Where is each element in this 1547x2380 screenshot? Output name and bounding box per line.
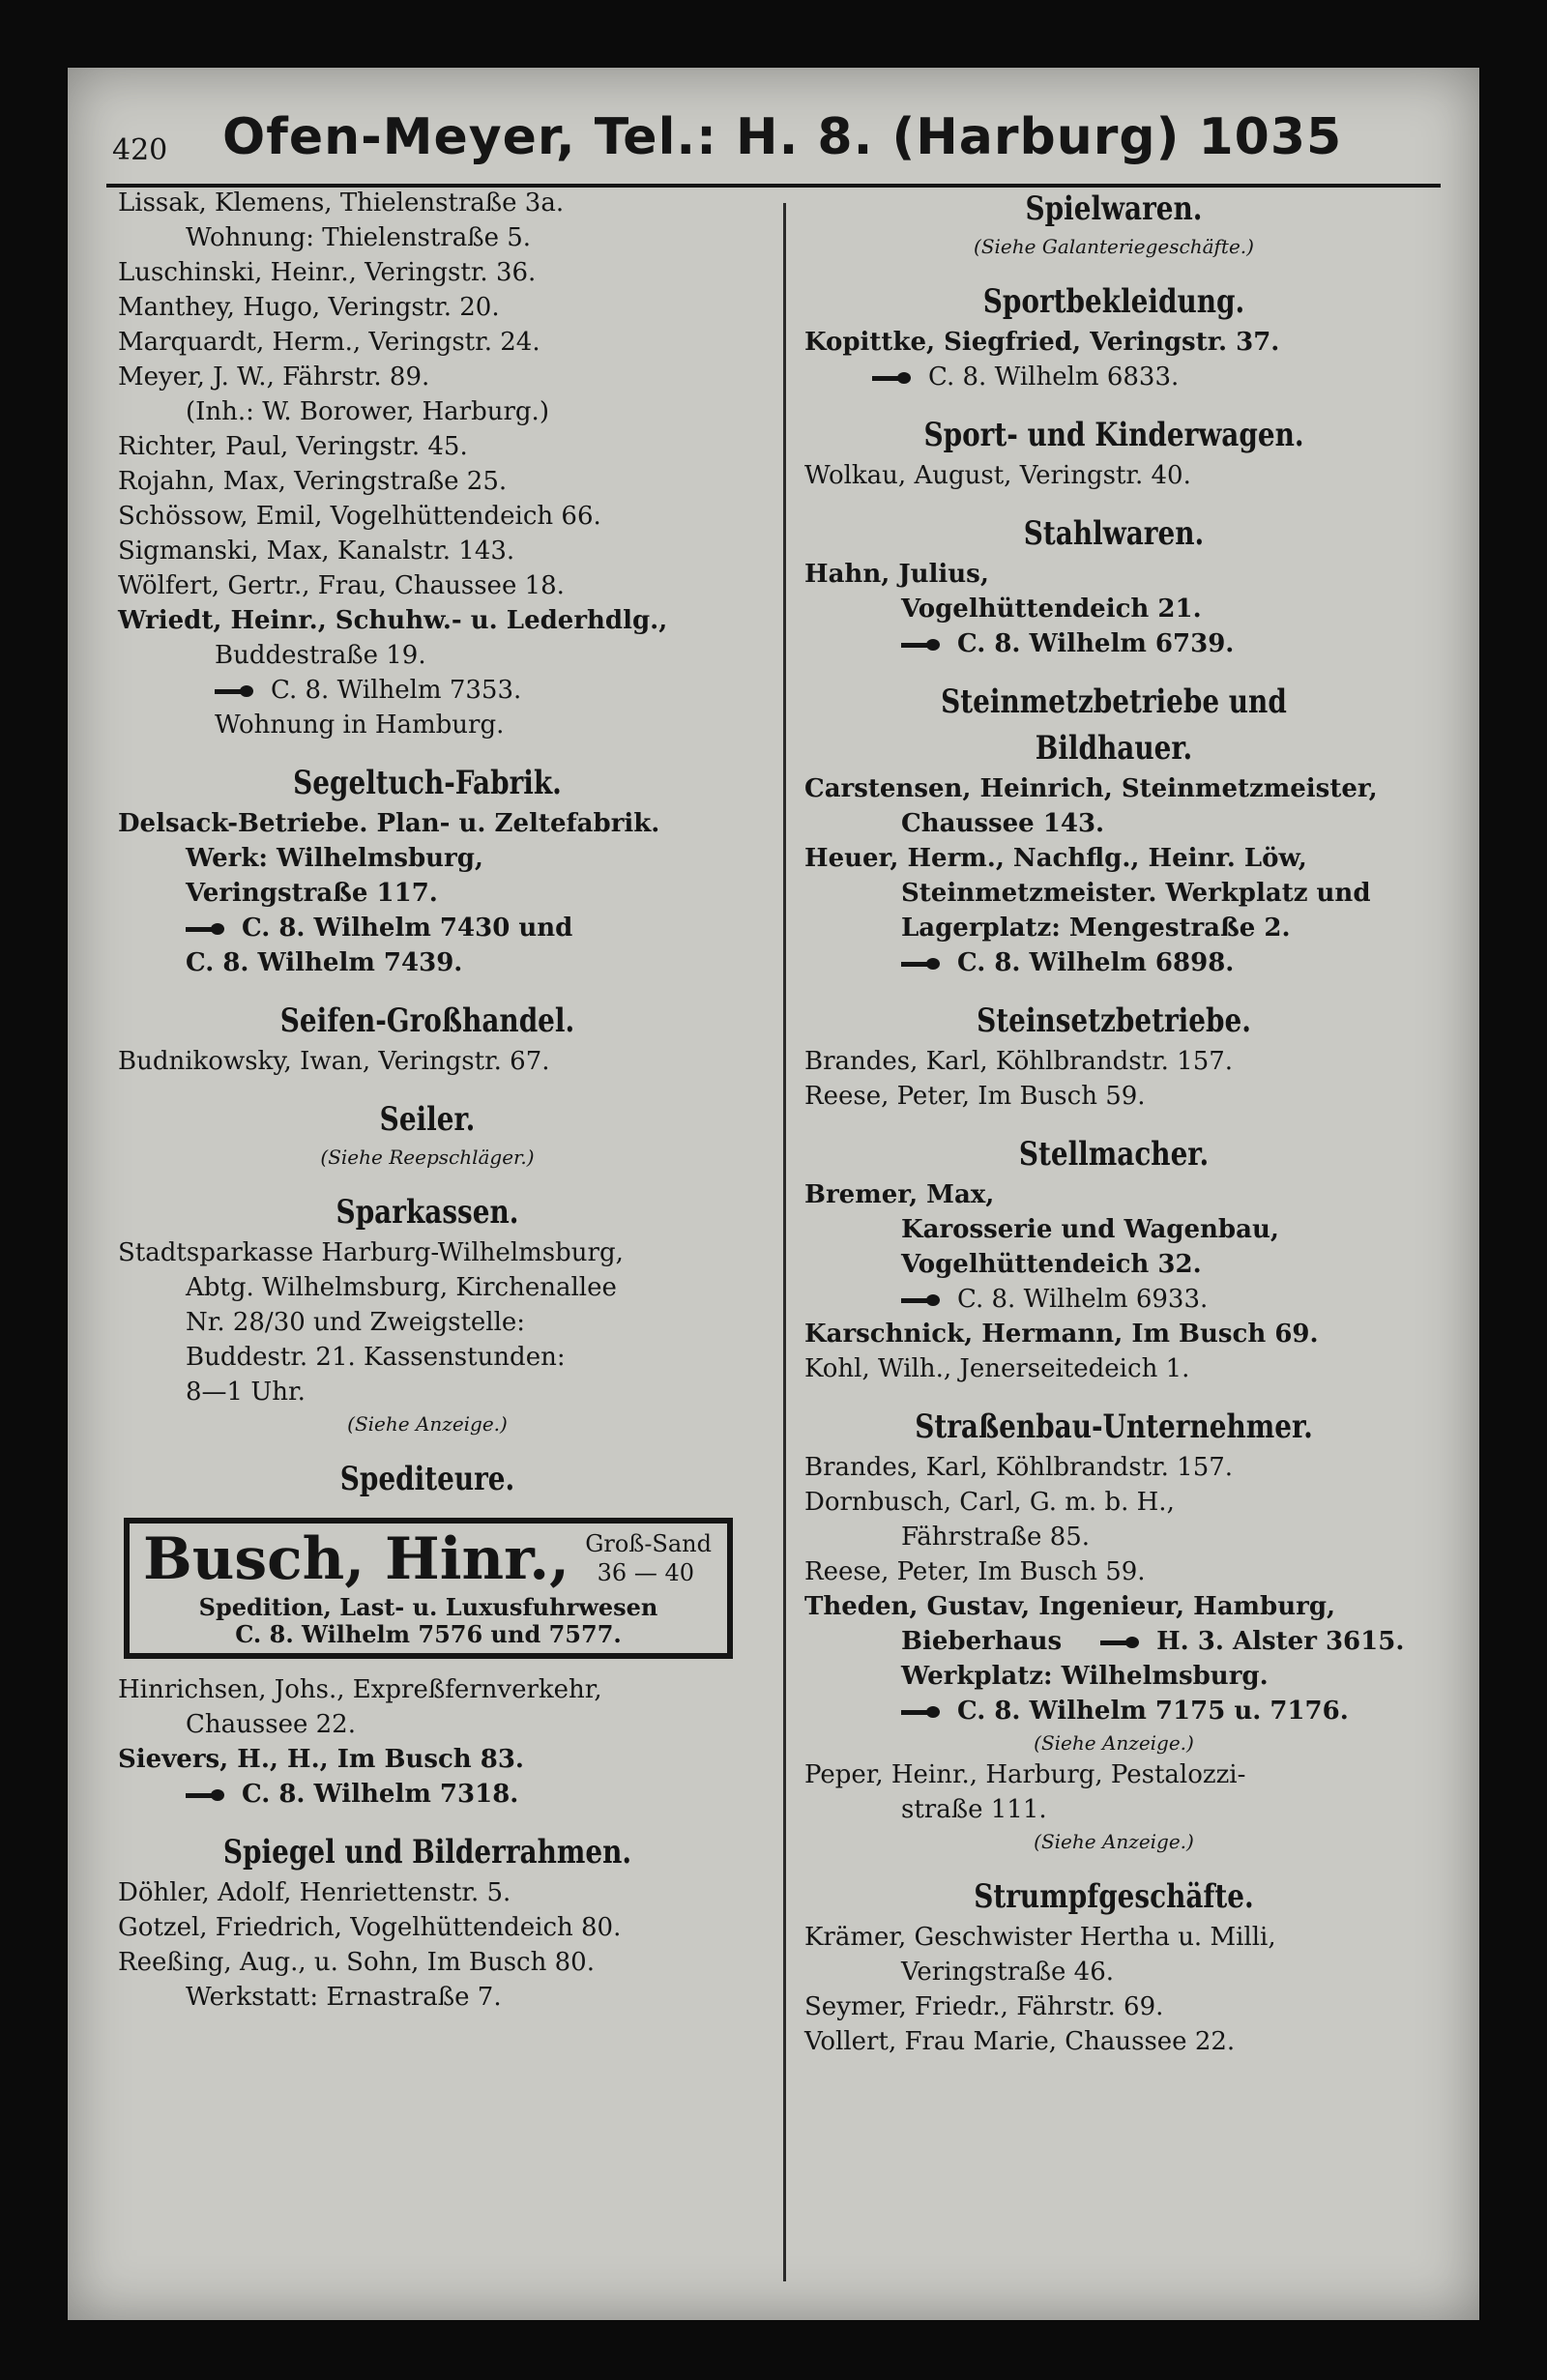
entry-line: straße 111. bbox=[901, 1795, 1047, 1824]
telephone-icon bbox=[901, 958, 944, 970]
telephone-icon bbox=[901, 1706, 944, 1718]
phone-entry bbox=[804, 1694, 1423, 1728]
ad-services: Spedition, Last- u. Luxusfuhrwesen bbox=[198, 1593, 658, 1621]
entry-line: Richter, Paul, Veringstr. 45. bbox=[118, 432, 468, 461]
phone-entry bbox=[804, 1624, 1423, 1659]
ad-phone: C. 8. Wilhelm 7576 und 7577. bbox=[235, 1620, 622, 1648]
telephone-icon bbox=[186, 1789, 228, 1801]
header-title: Ofen-Meyer, Tel.: H. 8. (Harburg) 1035 bbox=[222, 108, 1343, 166]
entry-line: Buddestraße 19. bbox=[215, 641, 426, 670]
phone-entry bbox=[118, 911, 737, 945]
entry-line: Werk: Wilhelmsburg, bbox=[186, 844, 483, 873]
entry-line: Vogelhüttendeich 32. bbox=[901, 1250, 1202, 1279]
cross-reference-note: (Siehe Anzeige.) bbox=[1034, 1830, 1194, 1853]
entry-line: Rojahn, Max, Veringstraße 25. bbox=[118, 467, 508, 496]
cross-reference-note: (Siehe Galanteriegeschäfte.) bbox=[974, 235, 1254, 258]
entry-line: Wölfert, Gertr., Frau, Chaussee 18. bbox=[118, 571, 565, 600]
entry-line: Delsack-Betriebe. Plan- u. Zeltefabrik. bbox=[118, 809, 660, 838]
phone-entry bbox=[804, 360, 1423, 394]
entry-line: Seymer, Friedr., Fährstr. 69. bbox=[804, 1992, 1164, 2021]
phone-entry bbox=[804, 1282, 1423, 1317]
entry-line: Vollert, Frau Marie, Chaussee 22. bbox=[804, 2027, 1236, 2056]
entry-line: Theden, Gustav, Ingenieur, Hamburg, bbox=[804, 1592, 1336, 1621]
entry-line: Budnikowsky, Iwan, Veringstr. 67. bbox=[118, 1047, 550, 1076]
entry-line: Chaussee 143. bbox=[901, 809, 1105, 838]
entry-line: Veringstraße 117. bbox=[186, 879, 438, 908]
phone-entry bbox=[804, 626, 1423, 661]
entry-line: Fährstraße 85. bbox=[901, 1523, 1091, 1552]
ad-address: Groß-Sand bbox=[585, 1530, 712, 1557]
entry-line: Manthey, Hugo, Veringstr. 20. bbox=[118, 293, 500, 322]
entry-line: Werkstatt: Ernastraße 7. bbox=[186, 1983, 502, 2012]
telephone-icon bbox=[215, 685, 257, 697]
section-heading: Stahlwaren. bbox=[1023, 514, 1205, 553]
section-heading: Spiegel und Bilderrahmen. bbox=[222, 1833, 632, 1872]
phone-number: H. 3. Alster 3615. bbox=[1156, 1627, 1405, 1656]
phone-number: C. 8. Wilhelm 7353. bbox=[271, 676, 522, 705]
entry-line: Carstensen, Heinrich, Steinmetzmeister, bbox=[804, 774, 1378, 803]
section-heading: Steinsetzbetriebe. bbox=[977, 1001, 1251, 1040]
phone-entry bbox=[118, 673, 737, 708]
phone-number: C. 8. Wilhelm 7175 u. 7176. bbox=[957, 1697, 1349, 1726]
entry-line: Wolkau, August, Veringstr. 40. bbox=[804, 461, 1191, 490]
entry-line: (Inh.: W. Borower, Harburg.) bbox=[186, 397, 549, 426]
entry-line: Hinrichsen, Johs., Expreßfernverkehr, bbox=[118, 1675, 602, 1704]
section-heading: Stellmacher. bbox=[1018, 1135, 1210, 1174]
entry-line: Wohnung in Hamburg. bbox=[215, 711, 505, 740]
entry-line: Buddestr. 21. Kassenstunden: bbox=[186, 1343, 566, 1372]
entry-line: C. 8. Wilhelm 7439. bbox=[186, 948, 463, 977]
column-divider bbox=[783, 203, 786, 2281]
entry-line: Döhler, Adolf, Henriettenstr. 5. bbox=[118, 1878, 511, 1907]
phone-number: C. 8. Wilhelm 7318. bbox=[242, 1780, 519, 1809]
entry-line: Krämer, Geschwister Hertha u. Milli, bbox=[804, 1923, 1276, 1952]
section-heading: Sparkassen. bbox=[336, 1193, 519, 1232]
section-heading: Segeltuch-Fabrik. bbox=[293, 764, 562, 802]
entry-line: Dornbusch, Carl, G. m. b. H., bbox=[804, 1488, 1175, 1517]
entry-line: Stadtsparkasse Harburg-Wilhelmsburg, bbox=[118, 1238, 624, 1267]
phone-number: C. 8. Wilhelm 6833. bbox=[928, 363, 1180, 392]
ad-address-number: 36 — 40 bbox=[597, 1559, 694, 1586]
right-column bbox=[804, 186, 1423, 2059]
entry-line: Reese, Peter, Im Busch 59. bbox=[804, 1082, 1146, 1111]
entry-line: Meyer, J. W., Fährstr. 89. bbox=[118, 363, 430, 392]
entry-line: Marquardt, Herm., Veringstr. 24. bbox=[118, 328, 540, 357]
section-heading: Sport- und Kinderwagen. bbox=[923, 416, 1304, 454]
entry-line: Lagerplatz: Mengestraße 2. bbox=[901, 914, 1291, 943]
telephone-icon bbox=[901, 1294, 944, 1306]
entry-line: Gotzel, Friedrich, Vogelhüttendeich 80. bbox=[118, 1913, 622, 1942]
entry-line: Peper, Heinr., Harburg, Pestalozzi- bbox=[804, 1760, 1246, 1789]
section-heading: Spediteure. bbox=[339, 1460, 515, 1498]
entry-line: Karosserie und Wagenbau, bbox=[901, 1215, 1279, 1244]
cross-reference-note: (Siehe Reepschläger.) bbox=[320, 1146, 535, 1169]
phone-number: C. 8. Wilhelm 6898. bbox=[957, 948, 1235, 977]
telephone-icon bbox=[186, 923, 228, 935]
telephone-icon bbox=[872, 372, 915, 384]
entry-line: Heuer, Herm., Nachflg., Heinr. Löw, bbox=[804, 844, 1307, 873]
entry-line: Bremer, Max, bbox=[804, 1180, 995, 1209]
phone-number: C. 8. Wilhelm 6933. bbox=[957, 1285, 1209, 1314]
directory-page bbox=[68, 68, 1479, 2320]
telephone-icon bbox=[1100, 1637, 1143, 1648]
page-number: 420 bbox=[112, 133, 168, 167]
entry-line: Abtg. Wilhelmsburg, Kirchenallee bbox=[186, 1273, 617, 1302]
entry-line: Brandes, Karl, Köhlbrandstr. 157. bbox=[804, 1453, 1234, 1482]
section-heading: Sportbekleidung. bbox=[982, 282, 1245, 321]
entry-line: Hahn, Julius, bbox=[804, 560, 989, 589]
phone-number: C. 8. Wilhelm 6739. bbox=[957, 629, 1235, 658]
entry-line: Brandes, Karl, Köhlbrandstr. 157. bbox=[804, 1047, 1234, 1076]
entry-line: 8—1 Uhr. bbox=[186, 1378, 306, 1407]
ad-company-name: Busch, Hinr., bbox=[143, 1525, 570, 1593]
section-heading: Straßenbau-Unternehmer. bbox=[915, 1408, 1313, 1446]
entry-line: Wriedt, Heinr., Schuhw.- u. Lederhdlg., bbox=[118, 606, 668, 635]
left-column bbox=[118, 186, 737, 2015]
section-heading: Seiler. bbox=[379, 1100, 476, 1139]
phone-entry bbox=[118, 1777, 737, 1812]
section-heading: Strumpfgeschäfte. bbox=[974, 1877, 1254, 1916]
entry-line: Kohl, Wilh., Jenerseitedeich 1. bbox=[804, 1354, 1190, 1383]
entry-line: Vogelhüttendeich 21. bbox=[901, 595, 1202, 624]
section-heading: Steinmetzbetriebe und Bildhauer. bbox=[941, 682, 1287, 768]
entry-line: Karschnick, Hermann, Im Busch 69. bbox=[804, 1320, 1319, 1349]
entry-line: Chaussee 22. bbox=[186, 1710, 356, 1739]
cross-reference-note: (Siehe Anzeige.) bbox=[347, 1412, 508, 1436]
entry-line: Nr. 28/30 und Zweigstelle: bbox=[186, 1308, 526, 1337]
entry-line: Reeßing, Aug., u. Sohn, Im Busch 80. bbox=[118, 1948, 595, 1977]
section-heading: Seifen-Großhandel. bbox=[279, 1001, 575, 1040]
advertisement-box bbox=[124, 1518, 733, 1659]
cross-reference-note: (Siehe Anzeige.) bbox=[1034, 1731, 1194, 1755]
entry-line: Lissak, Klemens, Thielenstraße 3a. bbox=[118, 189, 565, 218]
phone-number: C. 8. Wilhelm 7430 und bbox=[242, 914, 573, 943]
section-heading: Spielwaren. bbox=[1025, 189, 1203, 228]
entry-line: Wohnung: Thielenstraße 5. bbox=[186, 223, 532, 252]
page-header bbox=[106, 106, 1441, 188]
entry-line: Sievers, H., H., Im Busch 83. bbox=[118, 1745, 524, 1774]
entry-line: Luschinski, Heinr., Veringstr. 36. bbox=[118, 258, 537, 287]
entry-line: Reese, Peter, Im Busch 59. bbox=[804, 1557, 1146, 1586]
phone-entry bbox=[804, 945, 1423, 980]
entry-line: Bieberhaus bbox=[901, 1627, 1063, 1656]
entry-line: Schössow, Emil, Vogelhüttendeich 66. bbox=[118, 502, 601, 531]
entry-line: Werkplatz: Wilhelmsburg. bbox=[901, 1662, 1269, 1691]
entry-line: Sigmanski, Max, Kanalstr. 143. bbox=[118, 537, 515, 566]
telephone-icon bbox=[901, 639, 944, 651]
entry-line: Kopittke, Siegfried, Veringstr. 37. bbox=[804, 328, 1280, 357]
entry-line: Steinmetzmeister. Werkplatz und bbox=[901, 879, 1371, 908]
entry-line: Veringstraße 46. bbox=[901, 1958, 1114, 1987]
